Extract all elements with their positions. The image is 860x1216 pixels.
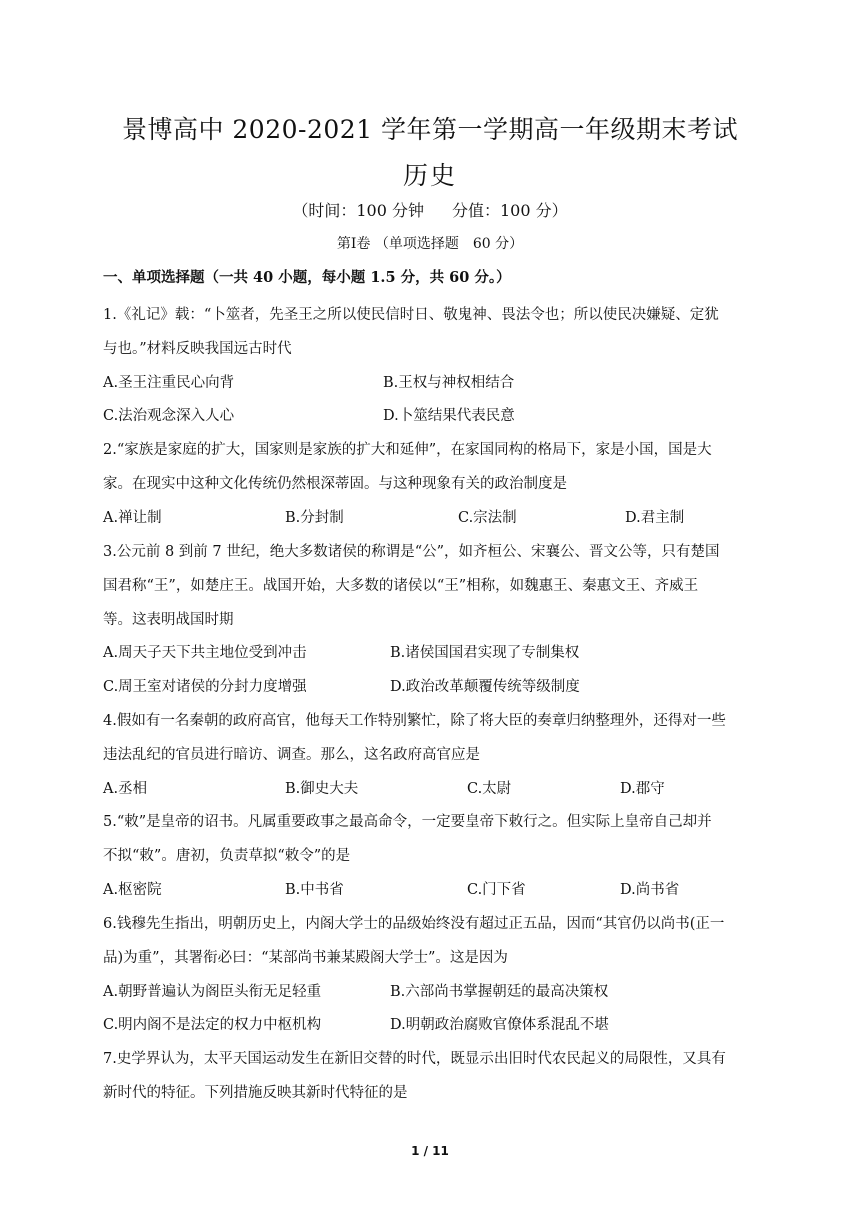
question-1-line-2: 与也。”材料反映我国远古时代: [103, 341, 292, 357]
question-5-line-2: 不拟“敕”。唐初，负责草拟“敕令”的是: [103, 848, 351, 864]
question-5-option-c: C.门下省: [467, 882, 526, 898]
exam-meta: [0, 198, 860, 221]
question-4-line-1: 4.假如有一名秦朝的政府高官，他每天工作特别繁忙，除了将大臣的奏章归纳整理外，还得对一些: [103, 713, 726, 729]
question-2-option-b: B.分封制: [285, 510, 344, 526]
question-6-line-1: 6.钱穆先生指出，明朝历史上，内阁大学士的品级始终没有超过正五品，因而“其官仍以尚书(正一: [103, 916, 725, 932]
question-5-option-a: A.枢密院: [103, 882, 162, 898]
question-5-line-1: 5.“敕”是皇帝的诏书。凡属重要政事之最高命令，一定要皇帝下敕行之。但实际上皇帝自己却并: [103, 814, 712, 830]
question-5-option-b: B.中书省: [285, 882, 344, 898]
page-number: 1 / 11: [411, 1144, 449, 1158]
exam-title: 景博高中 2020-2021 学年第一学期高一年级期末考试: [121, 115, 739, 144]
question-5-option-d: D.尚书省: [620, 882, 680, 898]
question-1-option-c: C.法治观念深入人心: [103, 408, 235, 424]
question-6-option-d: D.明朝政治腐败官僚体系混乱不堪: [390, 1017, 609, 1033]
question-3-line-1: 3.公元前 8 到前 7 世纪，绝大多数诸侯的称谓是“公”，如齐桓公、宋襄公、晋文公等，只有楚国: [103, 544, 720, 560]
exam-score: 分值：100 分）: [452, 201, 568, 220]
question-3-option-c: C.周王室对诸侯的分封力度增强: [103, 679, 307, 695]
question-2-option-d: D.君主制: [625, 510, 685, 526]
question-1-line-1: 1.《礼记》载：“卜筮者，先圣王之所以使民信时日、敬鬼神、畏法令也；所以使民决嫌疑、定犹: [103, 307, 719, 323]
question-3-option-b: B.诸侯国国君实现了专制集权: [390, 645, 580, 661]
section-heading: 一、单项选择题（一共 40 小题，每小题 1.5 分，共 60 分。）: [103, 269, 511, 286]
question-4-option-b: B.御史大夫: [285, 781, 359, 797]
question-7-line-2: 新时代的特征。下列措施反映其新时代特征的是: [103, 1085, 408, 1101]
question-4-option-d: D.郡守: [620, 781, 665, 797]
question-2-line-2: 家。在现实中这种文化传统仍然根深蒂固。与这种现象有关的政治制度是: [103, 476, 567, 492]
question-4-option-a: A.丞相: [103, 781, 148, 797]
exam-time: （时间：100 分钟: [292, 201, 424, 220]
question-6-option-c: C.明内阁不是法定的权力中枢机构: [103, 1017, 322, 1033]
volume-heading: 第Ⅰ卷 （单项选择题 60 分）: [336, 236, 524, 252]
question-1-option-a: A.圣王注重民心向背: [103, 375, 235, 391]
question-7-line-1: 7.史学界认为，太平天国运动发生在新旧交替的时代，既显示出旧时代农民起义的局限性，又具有: [103, 1051, 726, 1067]
subject-title: 历史: [402, 161, 457, 190]
question-2-option-c: C.宗法制: [458, 510, 517, 526]
question-6-option-b: B.六部尚书掌握朝廷的最高决策权: [390, 984, 609, 1000]
question-2-option-a: A.禅让制: [103, 510, 162, 526]
question-6-option-a: A.朝野普遍认为阁臣头衔无足轻重: [103, 984, 322, 1000]
question-4-line-2: 违法乱纪的官员进行暗访、调查。那么，这名政府高官应是: [103, 747, 480, 763]
question-1-option-d: D.卜筮结果代表民意: [383, 408, 515, 424]
question-3-option-a: A.周天子天下共主地位受到冲击: [103, 645, 307, 661]
question-3-line-3: 等。这表明战国时期: [103, 612, 234, 628]
question-1-option-b: B.王权与神权相结合: [383, 375, 515, 391]
question-2-line-1: 2.“家族是家庭的扩大，国家则是家族的扩大和延伸”，在家国同构的格局下，家是小国，国是大: [103, 442, 712, 458]
question-4-option-c: C.太尉: [467, 781, 512, 797]
question-3-line-2: 国君称“王”，如楚庄王。战国开始，大多数的诸侯以“王”相称，如魏惠王、秦惠文王、齐威王: [103, 578, 699, 594]
question-3-option-d: D.政治改革颠覆传统等级制度: [390, 679, 580, 695]
question-6-line-2: 品)为重”，其署衔必曰：“某部尚书兼某殿阁大学士”。这是因为: [103, 950, 508, 966]
